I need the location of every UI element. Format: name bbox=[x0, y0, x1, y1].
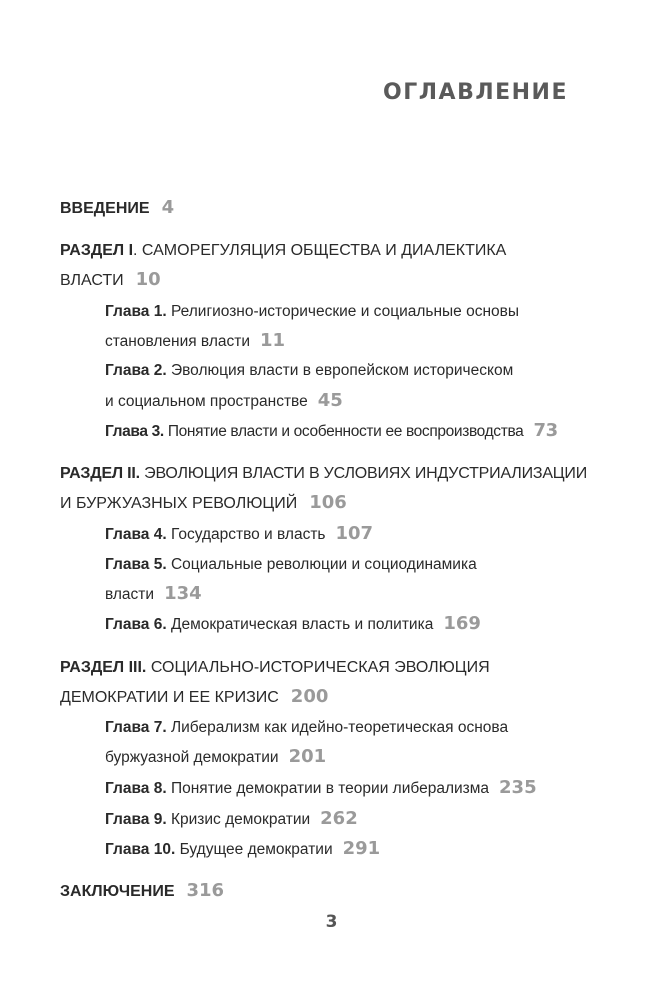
toc-chapter-8 bbox=[105, 778, 537, 799]
page-number: 3 bbox=[325, 912, 338, 932]
toc-chapter-1-line-2 bbox=[105, 331, 285, 352]
chapter-10-label: Глава 10. bbox=[105, 841, 176, 858]
section-3-title-cont: ДЕМОКРАТИИ И ЕЕ КРИЗИС bbox=[60, 689, 279, 706]
chapter-1-title-cont: становления власти bbox=[105, 333, 250, 350]
chapter-2-title: Эволюция власти в европейском историческом bbox=[166, 362, 514, 379]
section-2-label: РАЗДЕЛ II. bbox=[60, 465, 140, 482]
chapter-3-title: Понятие власти и особенности ее воспроизводства bbox=[163, 423, 524, 440]
chapter-8-title: Понятие демократии в теории либерализма bbox=[166, 780, 490, 797]
chapter-4-title: Государство и власть bbox=[166, 526, 326, 543]
chapter-7-title: Либерализм как идейно-теоретическая основа bbox=[166, 719, 509, 736]
toc-chapter-1-line-1 bbox=[105, 302, 519, 322]
conclusion-page: 316 bbox=[186, 880, 225, 901]
toc-chapter-7-line-2 bbox=[105, 747, 326, 768]
toc-section-3-line-2 bbox=[60, 687, 328, 708]
toc-entry-conclusion bbox=[60, 881, 224, 902]
page-title: ОГЛАВЛЕНИЕ bbox=[383, 80, 568, 105]
chapter-7-title-cont: буржуазной демократии bbox=[105, 749, 279, 766]
section-3-title: СОЦИАЛЬНО-ИСТОРИЧЕСКАЯ ЭВОЛЮЦИЯ bbox=[146, 659, 490, 676]
toc-section-3-line-1 bbox=[60, 658, 490, 678]
chapter-6-label: Глава 6. bbox=[105, 616, 167, 633]
toc-chapter-4 bbox=[105, 524, 373, 545]
chapter-6-title: Демократическая власть и политика bbox=[166, 616, 434, 633]
toc-chapter-10 bbox=[105, 839, 380, 860]
toc-chapter-3 bbox=[105, 421, 558, 442]
chapter-8-label: Глава 8. bbox=[105, 780, 167, 797]
chapter-5-label: Глава 5. bbox=[105, 556, 167, 573]
intro-page: 4 bbox=[161, 197, 175, 218]
toc-chapter-9 bbox=[105, 809, 358, 830]
chapter-2-page: 45 bbox=[317, 390, 343, 411]
chapter-7-label: Глава 7. bbox=[105, 719, 167, 736]
section-2-title: ЭВОЛЮЦИЯ ВЛАСТИ В УСЛОВИЯХ ИНДУСТРИАЛИЗАЦИИ bbox=[139, 465, 588, 482]
section-2-title-cont: И БУРЖУАЗНЫХ РЕВОЛЮЦИЙ bbox=[60, 495, 298, 512]
toc-chapter-5-line-1 bbox=[105, 555, 477, 575]
toc-chapter-2-line-1 bbox=[105, 361, 513, 381]
toc-section-2-line-1 bbox=[60, 464, 587, 484]
chapter-5-page: 134 bbox=[164, 583, 202, 604]
section-1-title-cont: ВЛАСТИ bbox=[60, 272, 124, 289]
section-2-page: 106 bbox=[309, 492, 347, 513]
section-1-page: 10 bbox=[135, 269, 161, 290]
conclusion-label: ЗАКЛЮЧЕНИЕ bbox=[60, 883, 175, 900]
toc-section-2-line-2 bbox=[60, 493, 347, 514]
toc-chapter-7-line-1 bbox=[105, 718, 508, 738]
section-3-label: РАЗДЕЛ III. bbox=[60, 659, 147, 676]
toc-section-1-line-1 bbox=[60, 241, 506, 261]
chapter-9-page: 262 bbox=[320, 808, 358, 829]
chapter-1-page: 11 bbox=[260, 330, 286, 351]
chapter-4-label: Глава 4. bbox=[105, 526, 167, 543]
chapter-3-page: 73 bbox=[533, 420, 558, 441]
chapter-5-title: Социальные революции и социодинамика bbox=[166, 556, 477, 573]
chapter-2-title-cont: и социальном пространстве bbox=[105, 393, 308, 410]
section-3-page: 200 bbox=[290, 686, 329, 707]
chapter-8-page: 235 bbox=[499, 777, 537, 798]
toc-chapter-6 bbox=[105, 614, 481, 635]
intro-label: ВВЕДЕНИЕ bbox=[60, 200, 150, 217]
chapter-6-page: 169 bbox=[443, 613, 481, 634]
toc-chapter-5-line-2 bbox=[105, 584, 202, 605]
chapter-5-title-cont: власти bbox=[105, 586, 155, 603]
section-1-title: . САМОРЕГУЛЯЦИЯ ОБЩЕСТВА И ДИАЛЕКТИКА bbox=[133, 242, 507, 259]
toc-section-1-line-2 bbox=[60, 270, 161, 291]
section-1-label: РАЗДЕЛ I bbox=[60, 242, 134, 259]
chapter-3-label: Глава 3. bbox=[105, 423, 164, 440]
chapter-1-title: Религиозно-исторические и социальные основы bbox=[166, 303, 520, 320]
chapter-7-page: 201 bbox=[288, 746, 327, 767]
toc-entry-intro bbox=[60, 198, 174, 219]
toc-chapter-2-line-2 bbox=[105, 391, 343, 412]
chapter-4-page: 107 bbox=[335, 523, 374, 544]
chapter-10-page: 291 bbox=[342, 838, 381, 859]
chapter-10-title: Будущее демократии bbox=[175, 841, 333, 858]
chapter-1-label: Глава 1. bbox=[105, 303, 167, 320]
chapter-9-label: Глава 9. bbox=[105, 811, 167, 828]
chapter-9-title: Кризис демократии bbox=[166, 811, 311, 828]
chapter-2-label: Глава 2. bbox=[105, 362, 167, 379]
